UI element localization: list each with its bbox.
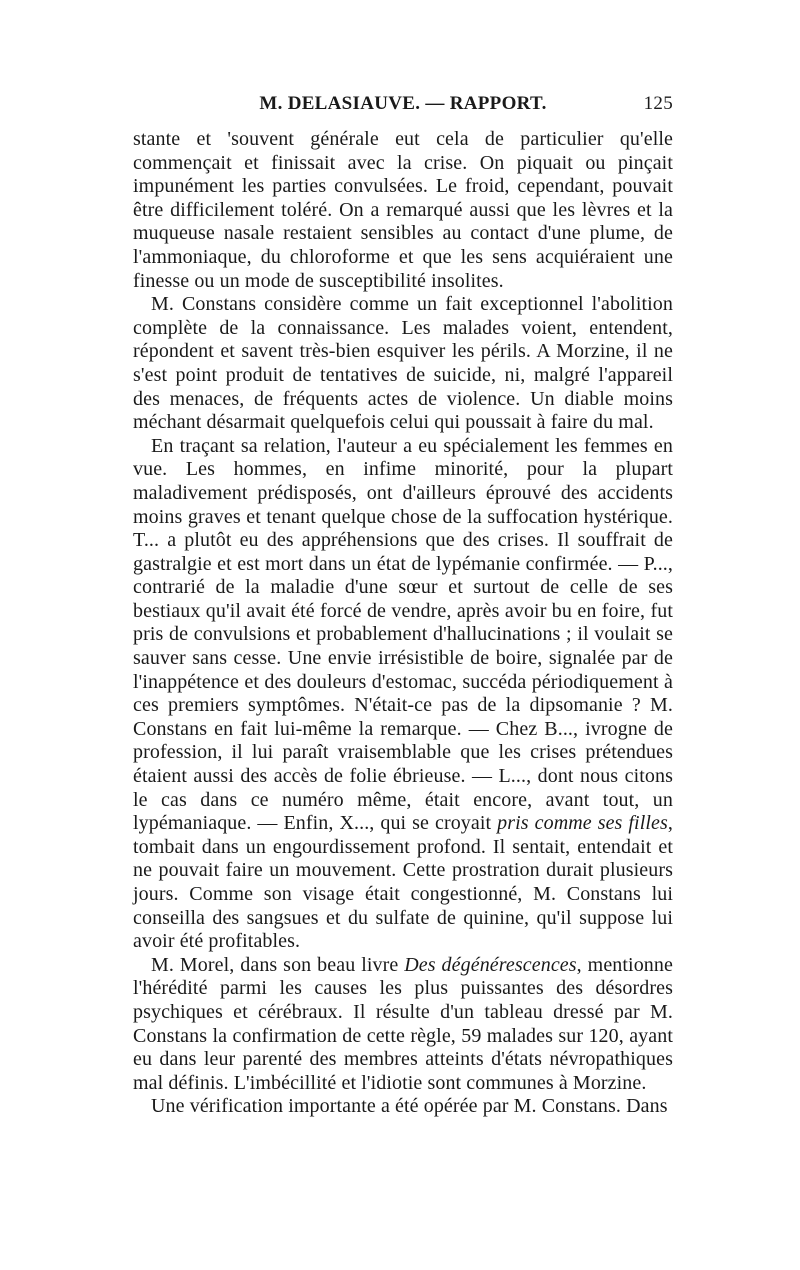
paragraph-4 <box>133 954 673 1096</box>
paragraph-text: En traçant sa relation, l'auteur a eu spécialement les femmes en vue. Les hommes, en infime minorité, pour la plupart maladivement prédisposés, ont d'ailleurs éprouvé des accidents moins graves et tenant quelque chose de la suffocation hystérique. T... a plutôt eu des appréhensions que des crises. Il souffrait de gastralgie et est mort dans un état de lypémanie confirmée. — P..., contrarié de la maladie d'une sœur et surtout de celle de ses bestiaux qu'il avait été forcé de vendre, après avoir bu en foire, fut pris de convulsions et probablement d'hallucinations ; il voulait se sauver sans cesse. Une envie irrésistible de boire, signalée par de l'inappétence et des douleurs d'estomac, succéda périodiquement à ces premiers symptômes. N'était-ce pas de la dipsomanie ? M. Constans en fait lui-même la remarque. — Chez B..., ivrogne de profession, il lui paraît vraisemblable que les crises prétendues étaient aussi des accès de folie ébrieuse. — L..., dont nous citons le cas dans ce numéro même, était encore, avant tout, un lypémaniaque. — Enfin, X..., qui se croyait <box>133 434 673 835</box>
paragraph-1 <box>133 128 673 293</box>
paragraph-text: Une vérification importante a été opérée par M. Constans. Dans <box>151 1095 668 1118</box>
paragraph-text: , tombait dans un engourdissement profond. Il sentait, entendait et ne pouvait faire un mouvement. Cette prostration durait plusieurs jours. Comme son visage était congestionné, M. Constans lui conseilla des sangsues et du sulfate de quinine, qu'il suppose lui avoir été profitables. <box>133 812 673 953</box>
paragraph-text: , mentionne l'hérédité parmi les causes les plus puissantes des désordres psychiques et cérébraux. Il résulte d'un tableau dressé par M. Constans la confirmation de cette règle, 59 malades sur 120, ayant eu dans leur parenté des membres atteints d'états névropathiques mal définis. L'imbécillité et l'idiotie sont communes à Morzine. <box>133 953 673 1094</box>
paragraph-text: M. Morel, dans son beau livre <box>151 953 405 976</box>
running-title: M. DELASIAUVE. — RAPPORT. <box>259 93 547 114</box>
paragraph-5 <box>133 1095 673 1119</box>
page-header <box>133 93 673 119</box>
page-number: 125 <box>643 93 673 114</box>
body-text <box>133 128 673 1119</box>
paragraph-3 <box>133 435 673 954</box>
book-title: Des dégénérescences <box>404 953 577 976</box>
paragraph-text: stante et 'souvent générale eut cela de particulier qu'elle commençait et finissait avec la crise. On piquait ou pinçait impunément les parties convulsées. Le froid, cependant, pouvait être difficilement toléré. On a remarqué aussi que les lèvres et la muqueuse nasale restaient sensibles au contact d'une plume, de l'ammoniaque, du chloroforme et que les sens acquiéraient une finesse ou un mode de susceptibilité insolites. <box>133 128 673 292</box>
italic-phrase: pris comme ses filles <box>497 812 668 835</box>
paragraph-text: M. Constans considère comme un fait exceptionnel l'abolition complète de la connaissance. Les malades voient, entendent, répondent et savent très-bien esquiver les périls. A Morzine, il ne s'est point produit de tentatives de suicide, ni, malgré l'appareil des menaces, de fréquents actes de violence. Un diable moins méchant désarmait quelquefois celui qui poussait à faire du mal. <box>133 293 673 434</box>
paragraph-2 <box>133 293 673 435</box>
